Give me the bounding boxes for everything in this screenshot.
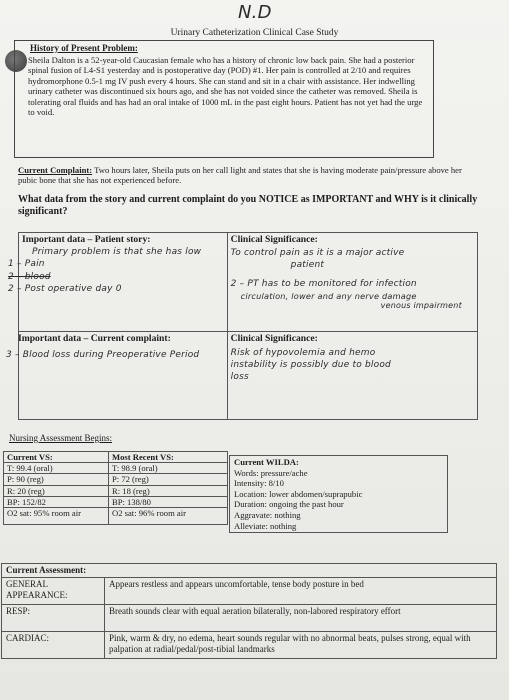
vs-recent: BP: 138/80 bbox=[109, 496, 228, 507]
handwritten-initials: N.D bbox=[238, 2, 272, 23]
vs-header: Most Recent VS: bbox=[109, 452, 228, 463]
current-assessment-table bbox=[1, 563, 497, 659]
vs-header: Current VS: bbox=[4, 452, 109, 463]
story-cell bbox=[8, 233, 228, 332]
vs-recent: O2 sat: 96% room air bbox=[109, 508, 228, 525]
assessment-row-value: Breath sounds clear with equal aeration bilaterally, non-labored respiratory effort bbox=[105, 605, 497, 632]
wilda-item: Aggravate: nothing bbox=[234, 509, 301, 520]
story-significance-header: Clinical Significance: bbox=[230, 234, 318, 245]
current-assessment-title: Current Assessment: bbox=[2, 564, 497, 578]
assessment-row-value: Appears restless and appears uncomfortable, tense body posture in bed bbox=[105, 578, 497, 605]
complaint-significance-cell bbox=[227, 332, 477, 420]
story-note: 2 – Post operative day 0 bbox=[8, 284, 122, 295]
vital-signs-table bbox=[3, 451, 228, 525]
assessment-row-label: CARDIAC: bbox=[2, 632, 105, 659]
story-header: Important data – Patient story: bbox=[22, 234, 151, 245]
complaint-significance-header: Clinical Significance: bbox=[230, 333, 318, 344]
complaint-significance: instability is possibly due to blood bbox=[230, 360, 391, 370]
current-complaint-label: Current Complaint: bbox=[18, 165, 93, 175]
wilda-header: Current WILDA: bbox=[234, 457, 299, 467]
vs-recent: P: 72 (reg) bbox=[109, 474, 228, 485]
assessment-row-label: GENERAL APPEARANCE: bbox=[2, 578, 105, 605]
story-significance: venous impairment bbox=[380, 301, 462, 311]
wilda-item: Location: lower abdomen/suprapubic bbox=[234, 488, 363, 499]
story-note: Primary problem is that she has low bbox=[32, 247, 202, 257]
vs-current: BP: 152/82 bbox=[4, 496, 109, 507]
history-title: History of Present Problem: bbox=[30, 43, 138, 53]
important-data-table bbox=[6, 232, 478, 420]
wilda-box bbox=[229, 455, 448, 533]
wilda-item: Intensity: 8/10 bbox=[234, 478, 284, 489]
history-text: Sheila Dalton is a 52-year-old Caucasian female who has a history of chronic low back pain. She had a posterior spinal fusion of L4-S1 yesterday and is postoperative day (POD) #1. Her pain is controlled at 2/10 and requires hydromorphone 0.5-1 mg IV push every 4 hours. She can stand and sit in a chair with assistance. Her indwelling urinary catheter was discontinued six hours ago, and she has not voided since the catheter was removed. Sheila is tolerating oral fluids and has had an oral intake of 1000 mL in the past eight hours. Patient has not yet had the urge to void. bbox=[28, 55, 423, 118]
wilda-item: Duration: ongoing the past hour bbox=[234, 499, 344, 510]
current-complaint bbox=[18, 165, 474, 186]
story-significance: circulation, lower and any nerve damage bbox=[240, 290, 417, 301]
vs-recent: R: 18 (reg) bbox=[109, 485, 228, 496]
complaint-significance: Risk of hypovolemia and hemo bbox=[230, 348, 376, 358]
story-significance: patient bbox=[290, 259, 325, 270]
vs-current: R: 20 (reg) bbox=[4, 485, 109, 496]
wilda-item: Words: pressure/ache bbox=[234, 467, 308, 478]
vs-current: T: 99.4 (oral) bbox=[4, 463, 109, 474]
notice-question: What data from the story and current complaint do you NOTICE as IMPORTANT and WHY is it clinically significant? bbox=[18, 194, 478, 217]
story-note: 1 – Pain bbox=[8, 259, 45, 270]
story-note: 2 – blood bbox=[8, 271, 51, 282]
complaint-note: 3 – Blood loss during Preoperative Period bbox=[6, 350, 200, 360]
complaint-header: Important data – Current complaint: bbox=[18, 333, 171, 344]
document-title: Urinary Catheterization Clinical Case Study bbox=[170, 28, 339, 38]
current-complaint-text: Two hours later, Sheila puts on her call light and states that she is having moderate pain/pressure above her pubic bone that she has not experienced before. bbox=[18, 165, 462, 186]
complaint-cell bbox=[6, 332, 228, 420]
story-significance: 2 – PT has to be monitored for infection bbox=[230, 279, 417, 290]
assessment-row-value: Pink, warm & dry, no edema, heart sounds regular with no abnormal beats, pulses strong, equal with palpation at radial/pedal/post-tibial landmarks bbox=[105, 632, 497, 659]
assessment-label: Nursing Assessment Begins: bbox=[9, 433, 113, 443]
vs-recent: T: 98.9 (oral) bbox=[109, 463, 228, 474]
story-significance-cell bbox=[227, 233, 477, 332]
story-significance: To control pain as it is a major active bbox=[230, 248, 405, 258]
vs-current: P: 90 (reg) bbox=[4, 474, 109, 485]
complaint-significance: loss bbox=[230, 372, 249, 382]
wilda-item: Alleviate: nothing bbox=[234, 520, 297, 531]
assessment-row-label: RESP: bbox=[2, 605, 105, 632]
vs-current: O2 sat: 95% room air bbox=[4, 508, 109, 525]
